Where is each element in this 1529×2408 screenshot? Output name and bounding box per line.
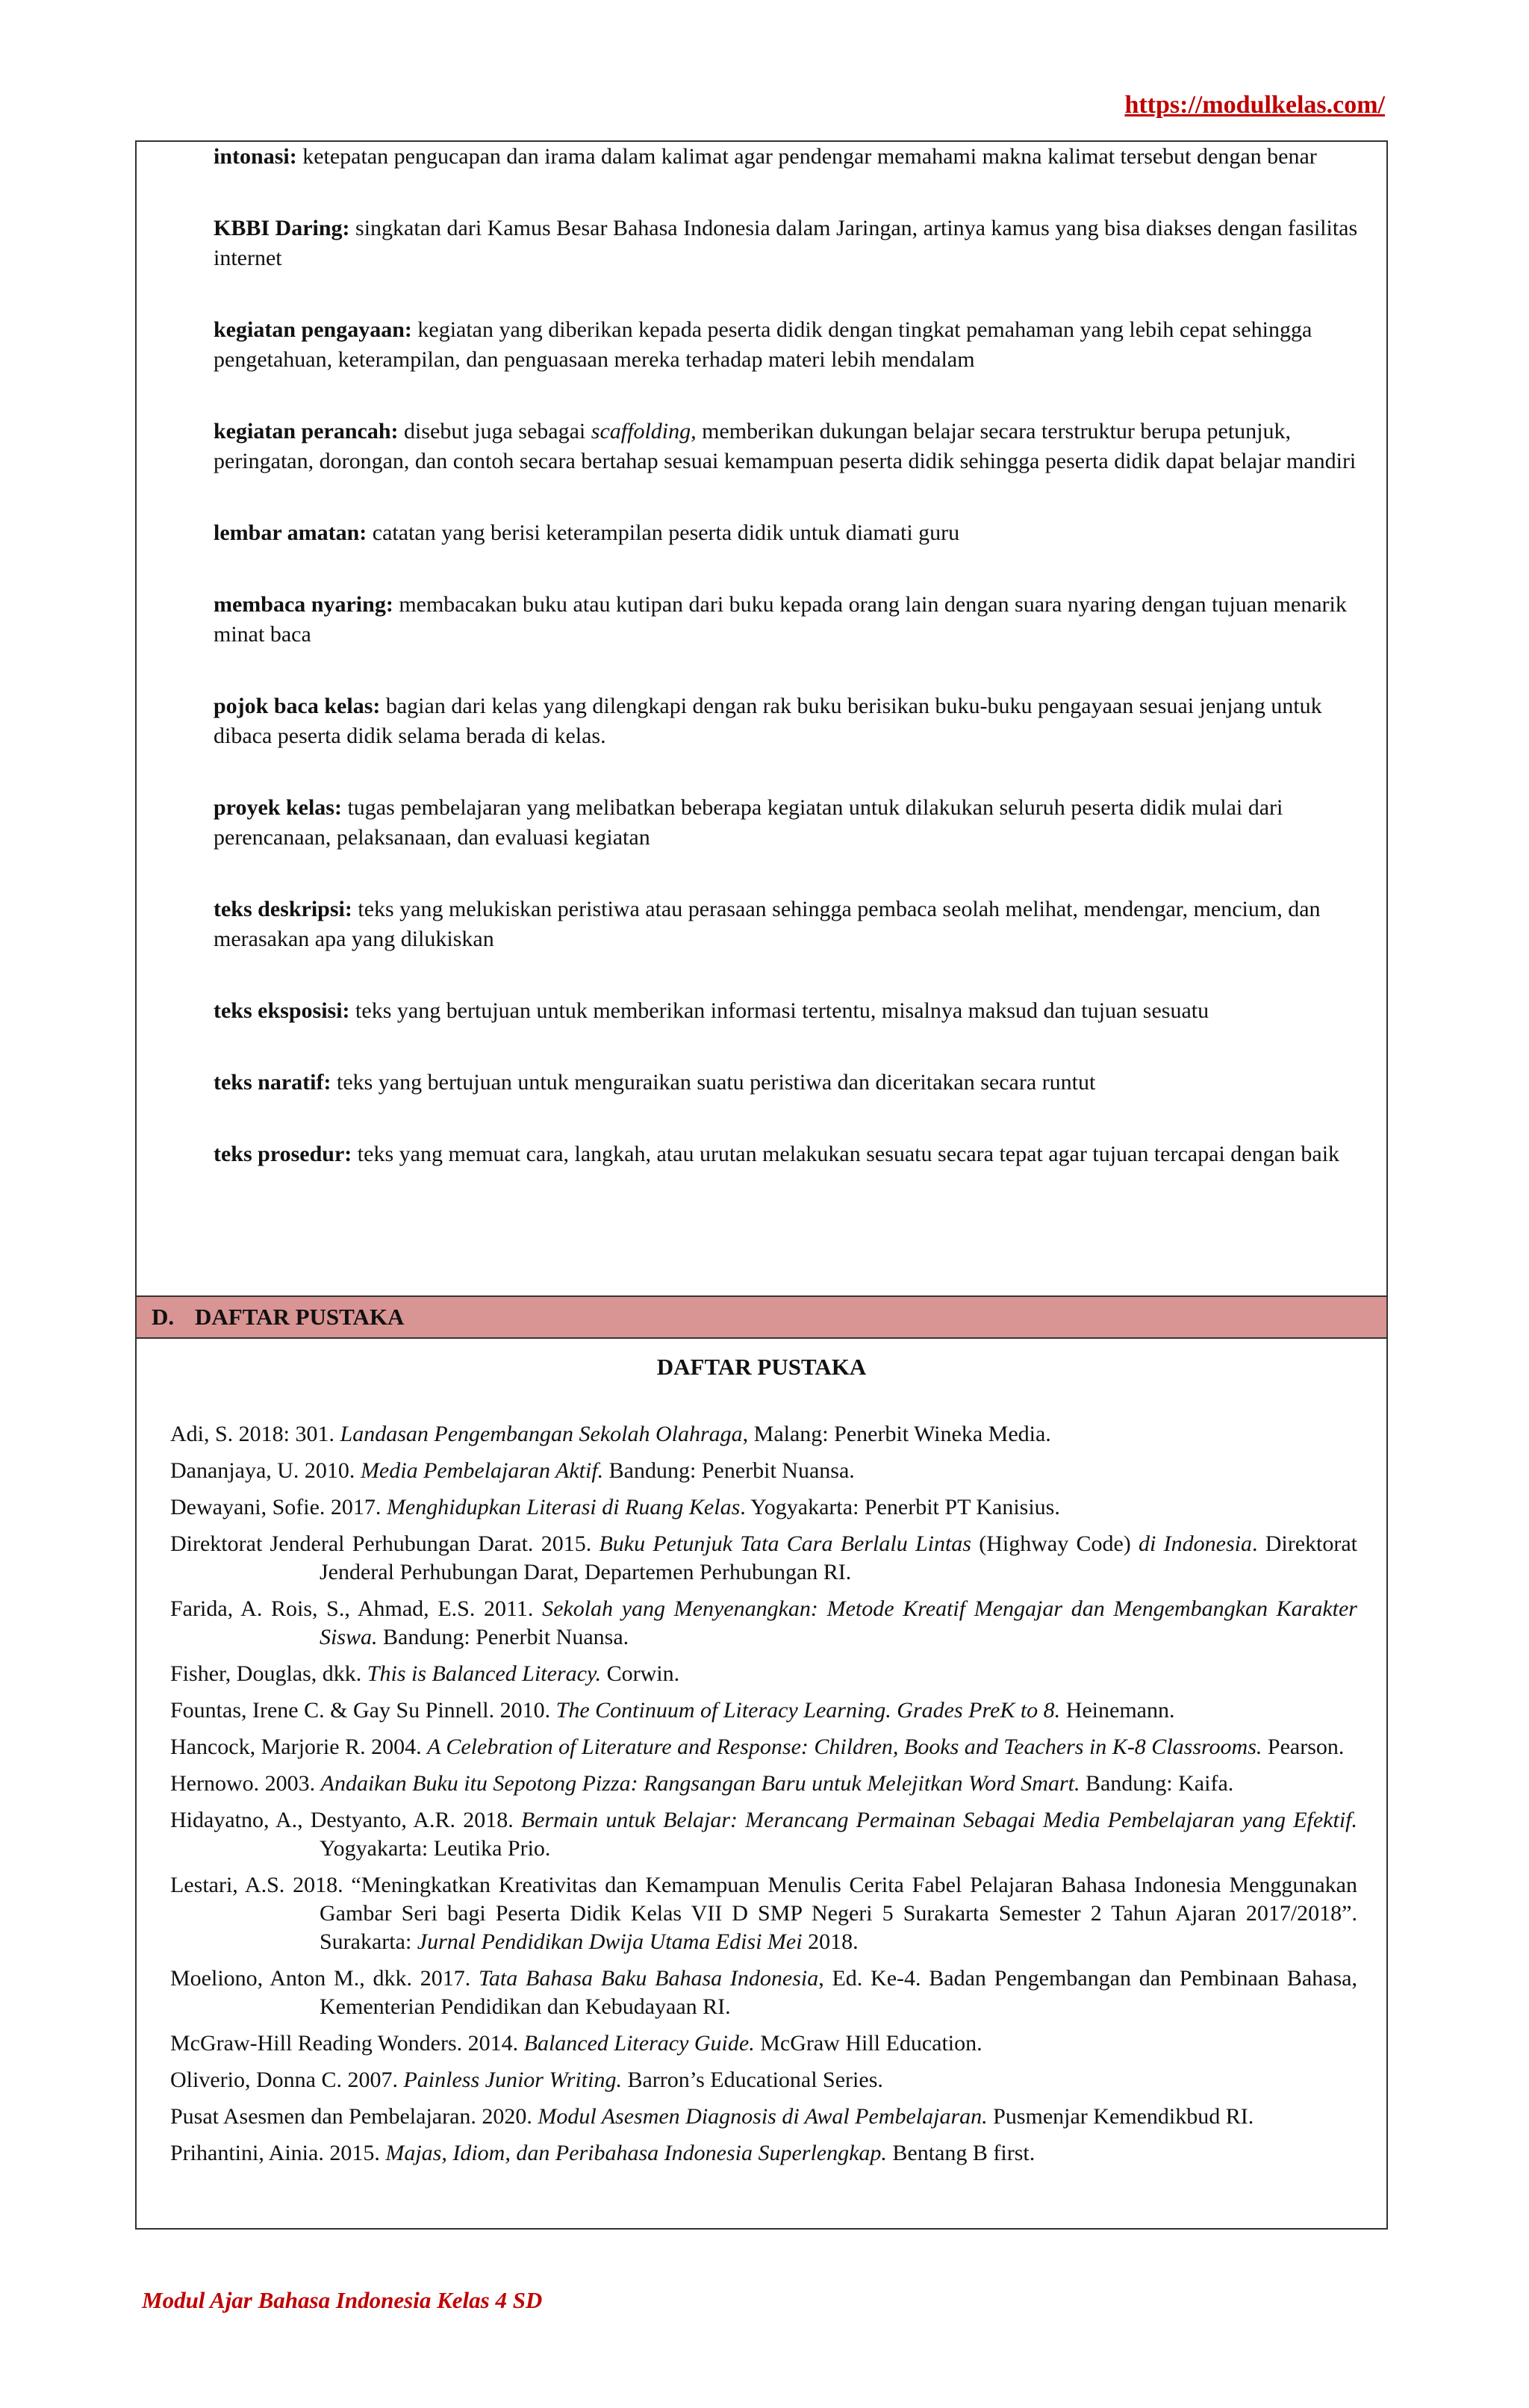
reference-entry — [170, 1770, 1357, 1798]
reference-entry — [170, 1530, 1357, 1587]
glossary-entry — [214, 996, 1371, 1026]
glossary-entry — [214, 417, 1371, 476]
ref-title-italic: A Celebration of Literature and Response: Children, Books and Teachers in K-8 Classrooms. — [427, 1735, 1262, 1759]
glossary-term: membaca nyaring: — [214, 592, 393, 617]
ref-title-italic: Jurnal Pendidikan Dwija Utama Edisi Mei — [417, 1929, 803, 1954]
ref-title-italic: Majas, Idiom, dan Peribahasa Indonesia Superlengkap. — [385, 2141, 887, 2165]
glossary-definition: teks yang melukiskan peristiwa atau perasaan sehingga pembaca seolah melihat, mendengar, mencium, dan merasakan apa yang dilukiskan — [214, 897, 1321, 951]
glossary-definition: teks yang memuat cara, langkah, atau urutan melakukan sesuatu secara tepat agar tujuan tercapai dengan baik — [352, 1142, 1340, 1166]
glossary-definition: bagian dari kelas yang dilengkapi dengan rak buku berisikan buku-buku pengayaan sesuai jenjang untuk dibaca peserta didik selama berada di kelas. — [214, 694, 1322, 748]
ref-text: Moeliono, Anton M., dkk. 2017. — [170, 1966, 479, 1991]
ref-text: Barron’s Educational Series. — [621, 2068, 883, 2092]
glossary-entry — [214, 691, 1371, 751]
ref-title-italic: Sekolah yang Menyenangkan: Metode Kreatif Mengajar dan Mengembangkan Karakter Siswa. — [320, 1596, 1357, 1649]
reference-entry — [170, 2103, 1357, 2131]
glossary — [214, 142, 1371, 1169]
glossary-entry — [214, 590, 1371, 650]
footer-module-title: Modul Ajar Bahasa Indonesia Kelas 4 SD — [142, 2287, 543, 2313]
glossary-definition: catatan yang berisi keterampilan peserta didik untuk diamati guru — [367, 520, 960, 545]
ref-title-italic: The Continuum of Literacy Learning. Grades PreK to 8. — [555, 1698, 1061, 1723]
reference-entry — [170, 1733, 1357, 1761]
ref-text: Fisher, Douglas, dkk. — [170, 1661, 367, 1686]
glossary-definition: disebut juga sebagai — [398, 419, 591, 444]
glossary-definition: ketepatan pengucapan dan irama dalam kalimat agar pendengar memahami makna kalimat tersebut dengan benar — [296, 144, 1317, 169]
ref-title-italic: Menghidupkan Literasi di Ruang Kelas — [386, 1495, 741, 1519]
glossary-term: teks naratif: — [214, 1070, 331, 1095]
ref-text: Pusat Asesmen dan Pembelajaran. 2020. — [170, 2104, 538, 2129]
reference-entry — [170, 1871, 1357, 1956]
ref-text: Heinemann. — [1060, 1698, 1175, 1723]
ref-title-italic: di Indonesia — [1139, 1531, 1252, 1556]
glossary-entry — [214, 142, 1371, 172]
glossary-definition: tugas pembelajaran yang melibatkan beberapa kegiatan untuk dilakukan seluruh peserta didik mulai dari perencanaan, pelaksanaan, dan evaluasi kegiatan — [214, 795, 1283, 850]
reference-entry — [170, 1595, 1357, 1652]
ref-text: Dananjaya, U. 2010. — [170, 1458, 361, 1483]
ref-title-italic: Bermain untuk Belajar: Merancang Permainan Sebagai Media Pembelajaran yang Efektif. — [520, 1808, 1357, 1832]
glossary-term: teks eksposisi: — [214, 998, 350, 1023]
ref-text: Adi, S. 2018: 301. — [170, 1422, 340, 1446]
ref-text: Farida, A. Rois, S., Ahmad, E.S. 2011. — [170, 1596, 543, 1621]
reference-entry — [170, 1493, 1357, 1522]
ref-text: Prihantini, Ainia. 2015. — [170, 2141, 386, 2165]
ref-text: Pusmenjar Kemendikbud RI. — [987, 2104, 1254, 2129]
content-box — [135, 140, 1388, 2230]
ref-title-italic: Tata Bahasa Baku Bahasa Indonesia — [478, 1966, 819, 1991]
ref-text: Hidayatno, A., Destyanto, A.R. 2018. — [170, 1808, 521, 1832]
reference-entry — [170, 1806, 1357, 1863]
reference-entry — [170, 1660, 1357, 1688]
ref-text: Dewayani, Sofie. 2017. — [170, 1495, 387, 1519]
ref-text: . Yogyakarta: Penerbit PT Kanisius. — [740, 1495, 1060, 1519]
glossary-term: KBBI Daring: — [214, 216, 350, 240]
ref-text: Direktorat Jenderal Perhubungan Darat. 2015. — [170, 1531, 600, 1556]
reference-entry — [170, 2029, 1357, 2058]
ref-text: Bentang B first. — [886, 2141, 1036, 2165]
ref-title-italic: Buku Petunjuk Tata Cara Berlalu Lintas — [599, 1531, 971, 1556]
glossary-term: teks deskripsi: — [214, 897, 352, 921]
glossary-definition: membacakan buku atau kutipan dari buku kepada orang lain dengan suara nyaring dengan tujuan menarik minat baca — [214, 592, 1347, 647]
ref-text: Bandung: Penerbit Nuansa. — [377, 1625, 629, 1649]
ref-title-italic: Andaikan Buku itu Sepotong Pizza: Rangsangan Baru untuk Melejitkan Word Smart. — [320, 1771, 1080, 1796]
ref-title-italic: Painless Junior Writing. — [403, 2068, 622, 2092]
reference-entry — [170, 1420, 1357, 1449]
glossary-term: kegiatan pengayaan: — [214, 317, 412, 342]
reference-entry — [170, 1964, 1357, 2021]
ref-text: , Ed. Ke-4. Badan Pengembangan dan Pembinaan Bahasa, Kementerian Pendidikan dan Kebudayaan RI. — [320, 1966, 1357, 2019]
glossary-definition: kegiatan yang diberikan kepada peserta didik dengan tingkat pemahaman yang lebih cepat sehingga pengetahuan, keterampilan, dan penguasaan mereka terhadap materi lebih mendalam — [214, 317, 1312, 372]
glossary-entry — [214, 315, 1371, 375]
ref-title-italic: Media Pembelajaran Aktif. — [360, 1458, 604, 1483]
reference-entry — [170, 1457, 1357, 1485]
glossary-term: lembar amatan: — [214, 520, 367, 545]
glossary-definition: singkatan dari Kamus Besar Bahasa Indonesia dalam Jaringan, artinya kamus yang bisa diakses dengan fasilitas internet — [214, 216, 1358, 270]
ref-title-italic: Modul Asesmen Diagnosis di Awal Pembelajaran. — [538, 2104, 988, 2129]
section-header — [137, 1295, 1386, 1339]
references-title: DAFTAR PUSTAKA — [656, 1354, 867, 1380]
ref-text: Lestari, A.S. 2018. “Meningkatkan Kreativitas dan Kemampuan Menulis Cerita Fabel Pelajaran Bahasa Indonesia Menggunakan Gambar Seri bagi Peserta Didik Kelas VII D SMP Negeri 5 Surakarta Semester 2 Tahun Ajaran 2017/2018”. Surakarta: — [170, 1873, 1357, 1954]
ref-text: Bandung: Kaifa. — [1080, 1771, 1234, 1796]
ref-text: Corwin. — [601, 1661, 680, 1686]
ref-text: 2018. — [802, 1929, 859, 1954]
glossary-definition-italic: scaffolding, — [591, 419, 697, 444]
ref-text: McGraw-Hill Reading Wonders. 2014. — [170, 2031, 524, 2056]
references-list — [170, 1420, 1357, 2168]
glossary-entry — [214, 1068, 1371, 1098]
glossary-entry — [214, 895, 1371, 954]
ref-title-italic: Balanced Literacy Guide. — [523, 2031, 755, 2056]
glossary-term: intonasi: — [214, 144, 297, 169]
section-title: DAFTAR PUSTAKA — [195, 1304, 405, 1330]
ref-text: , Malang: Penerbit Wineka Media. — [742, 1422, 1051, 1446]
glossary-definition: teks yang bertujuan untuk memberikan informasi tertentu, misalnya maksud dan tujuan sesuatu — [349, 998, 1209, 1023]
ref-text: Hancock, Marjorie R. 2004. — [170, 1735, 428, 1759]
glossary-term: teks prosedur: — [214, 1142, 352, 1166]
ref-text: McGraw Hill Education. — [754, 2031, 983, 2056]
glossary-entry — [214, 214, 1371, 273]
glossary-definition: memberikan dukungan belajar secara terstruktur berupa petunjuk, peringatan, dorongan, dan contoh secara bertahap sesuai kemampuan peserta didik sehingga peserta didik dapat belajar mandiri — [214, 419, 1357, 473]
glossary-entry — [214, 518, 1371, 548]
glossary-entry — [214, 793, 1371, 853]
ref-text: Hernowo. 2003. — [170, 1771, 321, 1796]
ref-text: Oliverio, Donna C. 2007. — [170, 2068, 404, 2092]
glossary-definition: teks yang bertujuan untuk menguraikan suatu peristiwa dan diceritakan secara runtut — [331, 1070, 1096, 1095]
glossary-term: proyek kelas: — [214, 795, 342, 820]
ref-text: . Direktorat Jenderal Perhubungan Darat, Departemen Perhubungan RI. — [320, 1531, 1358, 1584]
ref-title-italic: This is Balanced Literacy. — [367, 1661, 602, 1686]
glossary-entry — [214, 1139, 1371, 1169]
ref-text: (Highway Code) — [971, 1531, 1139, 1556]
reference-entry — [170, 1696, 1357, 1725]
ref-text: Pearson. — [1262, 1735, 1345, 1759]
ref-text: Yogyakarta: Leutika Prio. — [320, 1836, 551, 1861]
reference-entry — [170, 2139, 1357, 2168]
reference-entry — [170, 2066, 1357, 2094]
ref-text: Fountas, Irene C. & Gay Su Pinnell. 2010. — [170, 1698, 556, 1723]
ref-text: Bandung: Penerbit Nuansa. — [603, 1458, 855, 1483]
ref-title-italic: Landasan Pengembangan Sekolah Olahraga — [340, 1422, 743, 1446]
glossary-term: pojok baca kelas: — [214, 694, 381, 718]
section-letter: D. — [152, 1304, 175, 1330]
header-url-link[interactable]: https://modulkelas.com/ — [1124, 91, 1385, 119]
glossary-term: kegiatan perancah: — [214, 419, 399, 444]
